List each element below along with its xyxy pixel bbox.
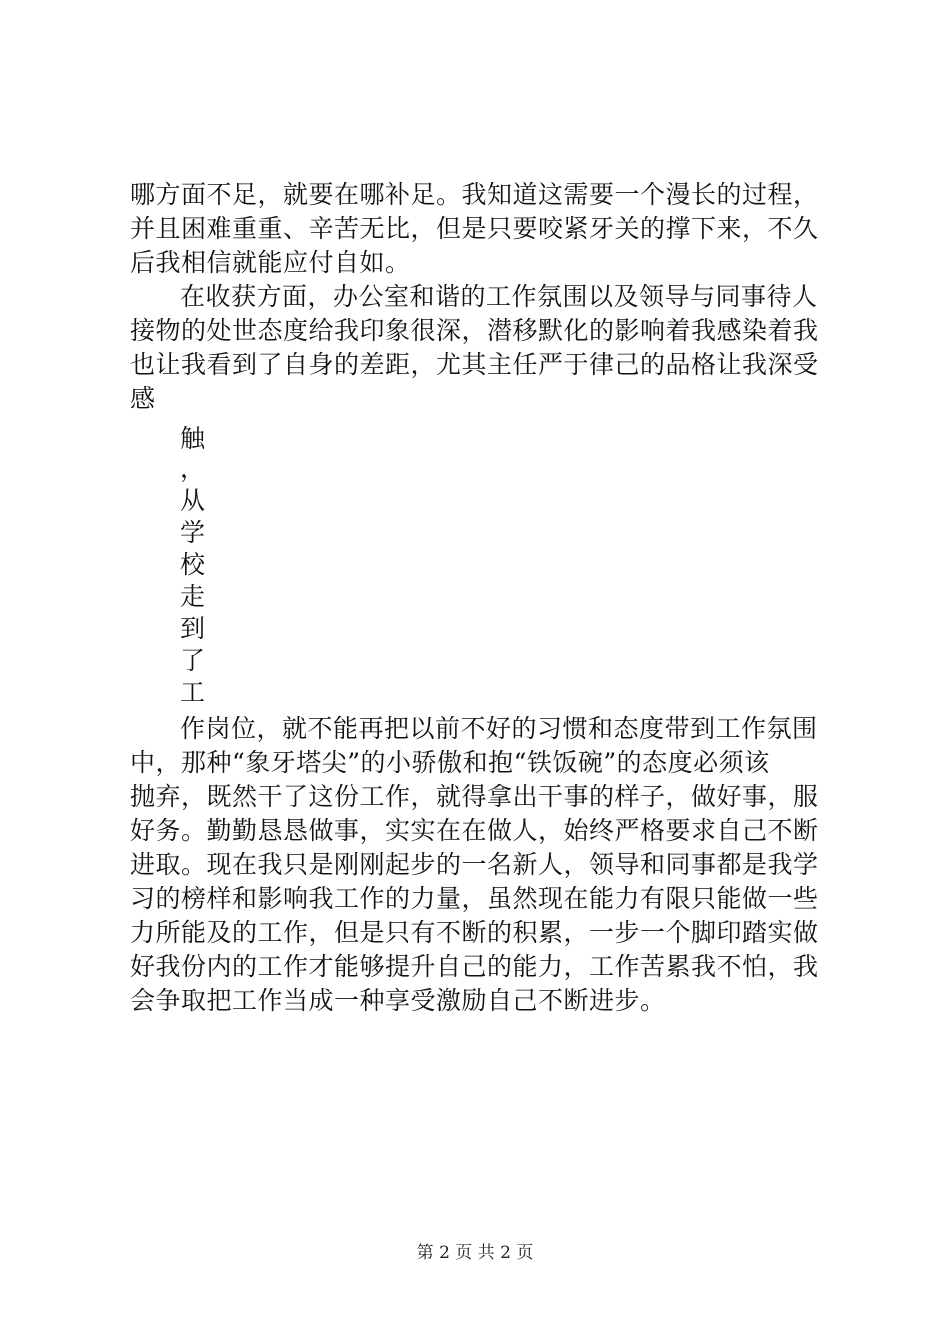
paragraph-line: 哪方面不足，就要在哪补足。我知道这需要一个漫长的过程， [130, 180, 819, 209]
paragraph-line: 好我份内的工作才能够提升自己的能力，工作苦累我不怕，我 [130, 952, 819, 981]
paragraph-line: 在收获方面，办公室和谐的工作氛围以及领导与同事待人 [180, 282, 818, 311]
vertical-char: 从 [180, 486, 206, 515]
vertical-char: 到 [180, 614, 206, 643]
vertical-char: 学 [180, 518, 206, 547]
paragraph-line: 感 [130, 384, 156, 413]
paragraph-line: 也让我看到了自身的差距，尤其主任严于律己的品格让我深受 [130, 350, 819, 379]
paragraph-line: 习的榜样和影响我工作的力量，虽然现在能力有限只能做一些 [130, 884, 819, 913]
paragraph-line: 接物的处世态度给我印象很深，潜移默化的影响着我感染着我 [130, 316, 819, 345]
paragraph-line: 后我相信就能应付自如。 [130, 248, 411, 277]
paragraph-line: 力所能及的工作，但是只有不断的积累，一步一个脚印踏实做 [130, 918, 819, 947]
vertical-char: 工 [180, 678, 206, 707]
page-number-footer: 第 2 页 共 2 页 [416, 1243, 534, 1263]
paragraph-line: 进取。现在我只是刚刚起步的一名新人，领导和同事都是我学 [130, 850, 819, 879]
paragraph-line: 作岗位，就不能再把以前不好的习惯和态度带到工作氛围 [180, 714, 818, 743]
paragraph-line: 会争取把工作当成一种享受激励自己不断进步。 [130, 986, 666, 1015]
vertical-char: 触 [180, 424, 206, 453]
vertical-char: 走 [180, 582, 206, 611]
vertical-char: 了 [180, 646, 206, 675]
vertical-char: 校 [180, 550, 206, 579]
paragraph-line: 好务。勤勤恳恳做事，实实在在做人，始终严格要求自己不断 [130, 816, 819, 845]
paragraph-line: 中，那种“象牙塔尖”的小骄傲和抱“铁饭碗”的态度必须该 [130, 748, 770, 777]
vertical-char: ， [180, 454, 206, 483]
paragraph-line: 并且困难重重、辛苦无比，但是只要咬紧牙关的撑下来，不久 [130, 214, 819, 243]
paragraph-line: 抛弃，既然干了这份工作，就得拿出干事的样子，做好事，服 [130, 782, 819, 811]
